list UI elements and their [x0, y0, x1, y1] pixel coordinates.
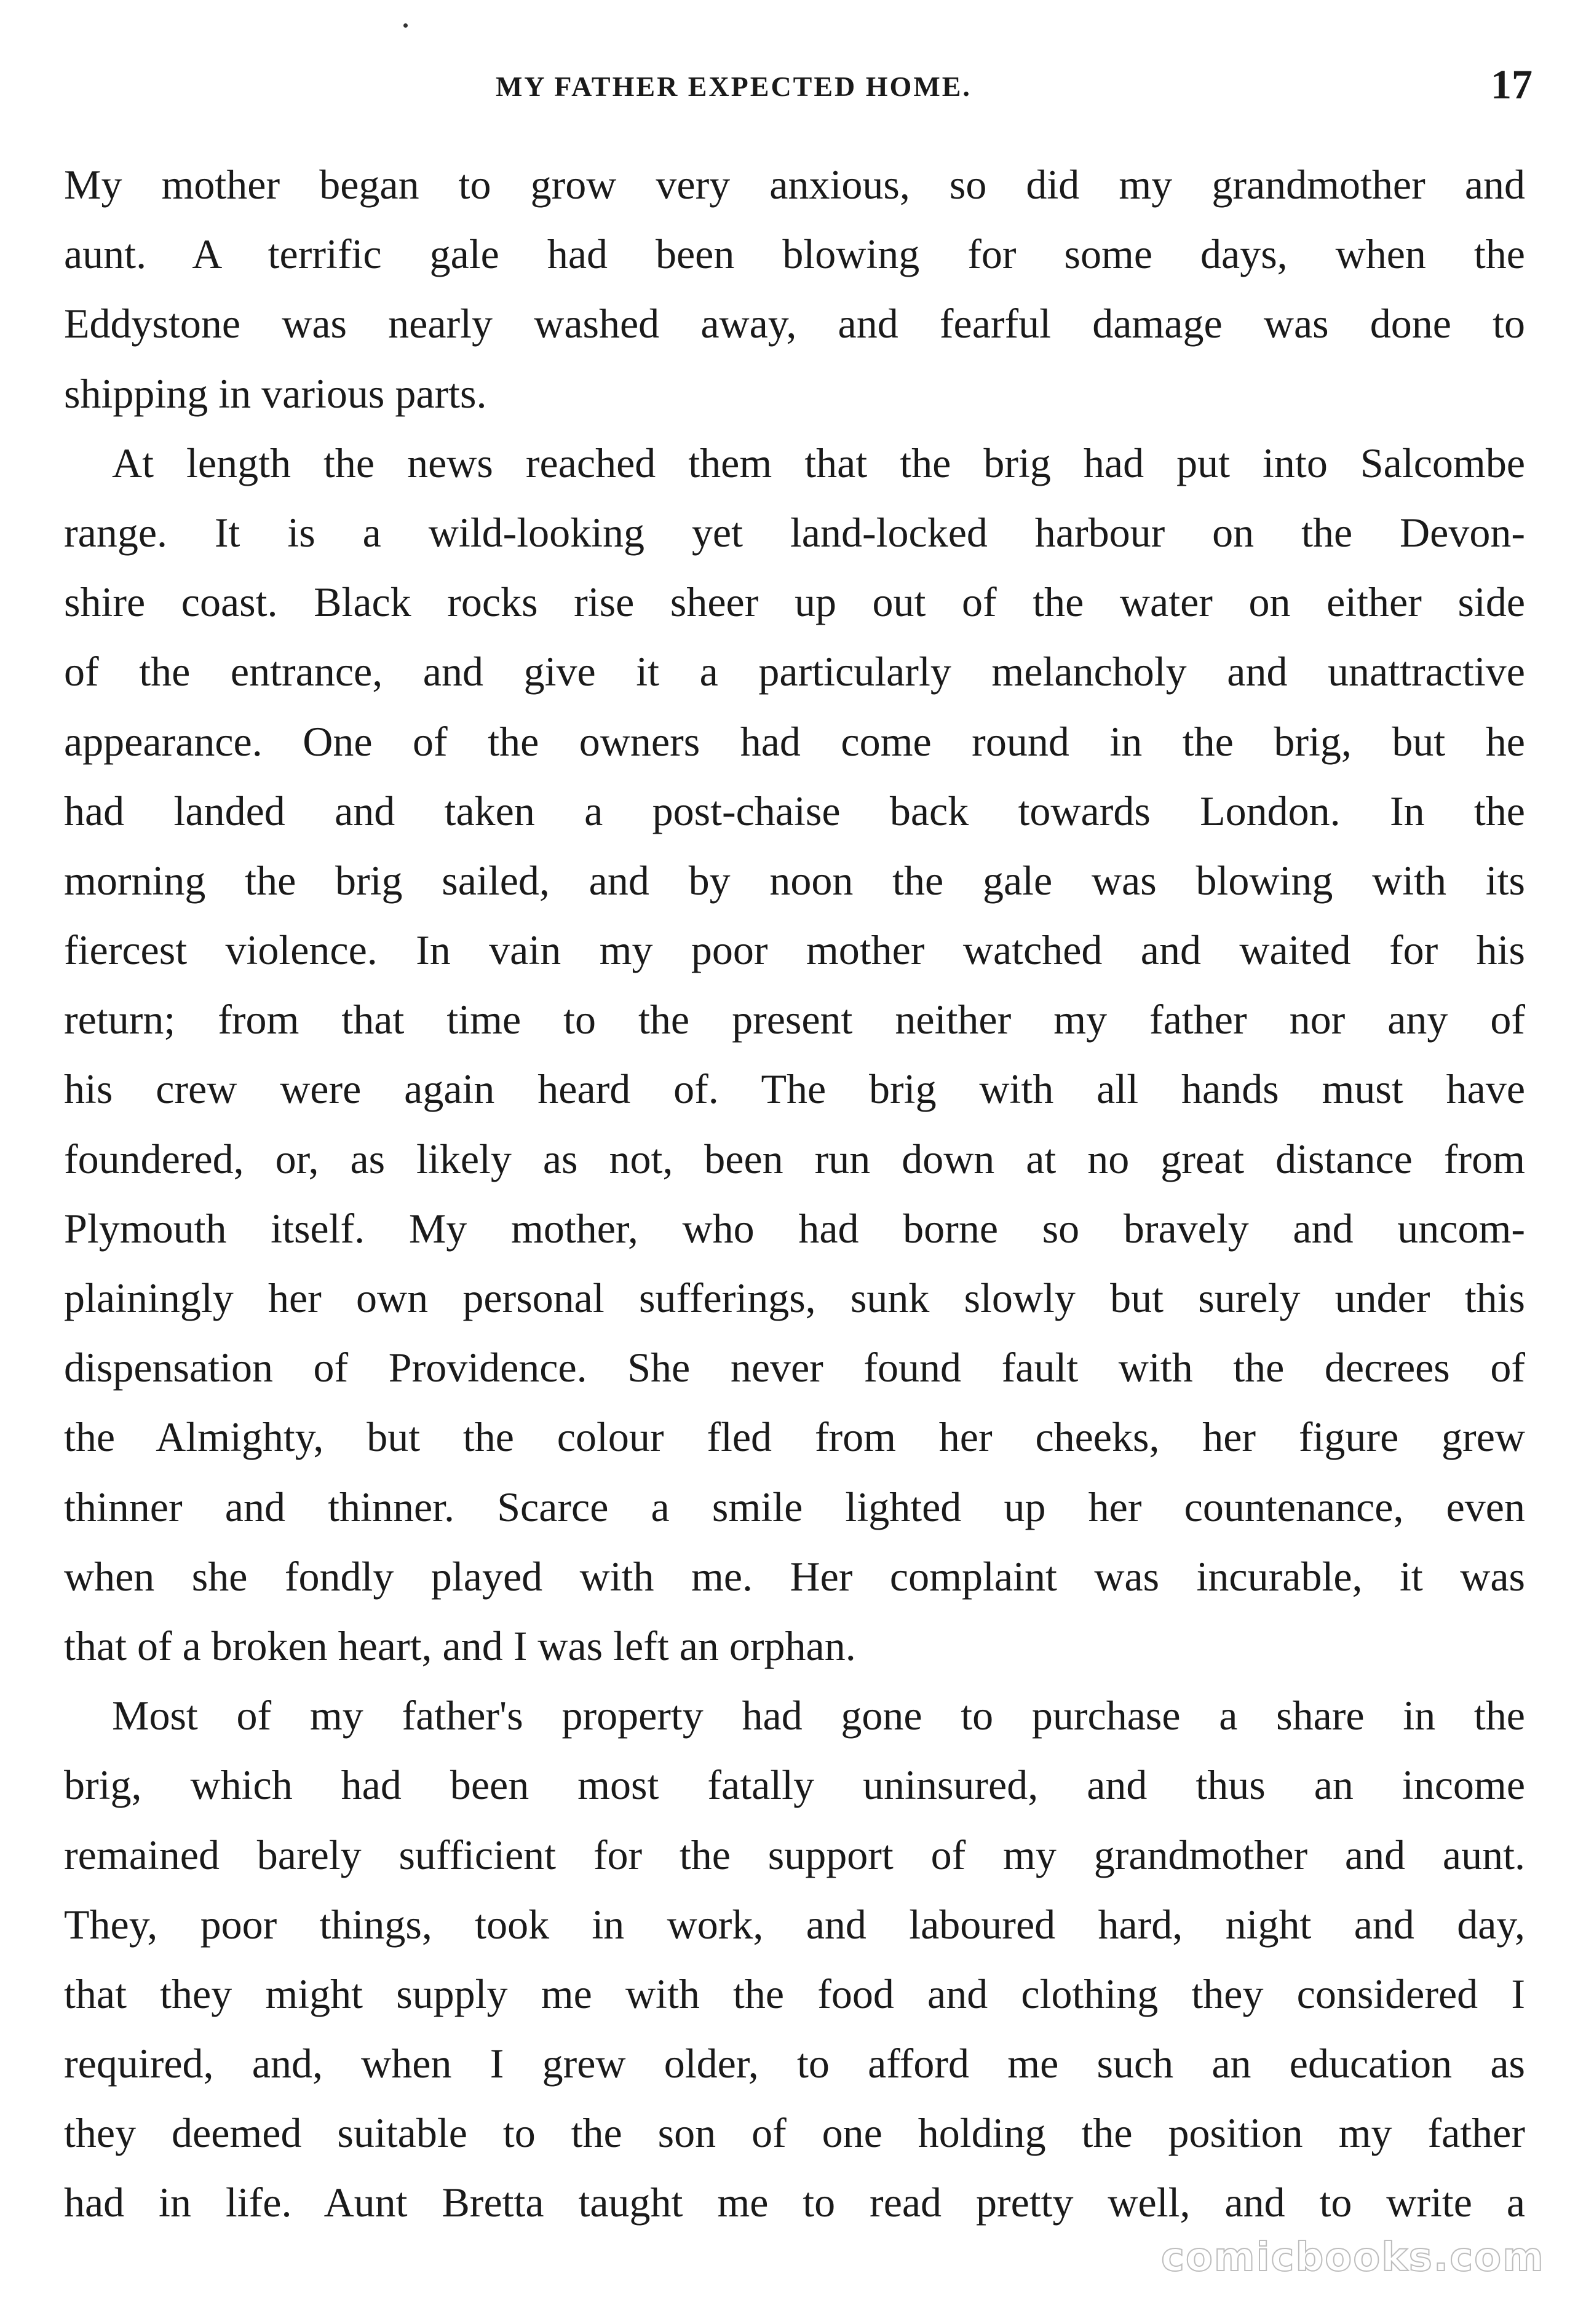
text-line: return; from that time to the present neither my father nor any of: [64, 996, 1525, 1043]
text-line: that they might supply me with the food and clothing they considered I: [64, 1970, 1525, 2017]
text-line: they deemed suitable to the son of one holding the position my father: [64, 2109, 1525, 2157]
running-title: MY FATHER EXPECTED HOME.: [496, 71, 972, 102]
text-line: foundered, or, as likely as not, been run down at no great distance from: [64, 1135, 1525, 1182]
paragraph: [64, 429, 1525, 1681]
text-line: Plymouth itself. My mother, who had borne so bravely and uncom-: [64, 1204, 1525, 1252]
text-line: They, poor things, took in work, and laboured hard, night and day,: [64, 1900, 1525, 1948]
text-line: morning the brig sailed, and by noon the gale was blowing with its: [64, 856, 1525, 904]
text-line: his crew were again heard of. The brig with all hands must have: [64, 1065, 1525, 1113]
running-header: [0, 57, 1594, 112]
text-line: Most of my father's property had gone to purchase a share in the: [112, 1692, 1525, 1739]
text-line: thinner and thinner. Scarce a smile lighted up her countenance, even: [64, 1483, 1525, 1530]
text-line: appearance. One of the owners had come round in the brig, but he: [64, 717, 1525, 765]
watermark: comicbooks.com: [1161, 2235, 1545, 2280]
text-line: had landed and taken a post-chaise back towards London. In the: [64, 787, 1525, 834]
text-line: shipping in various parts.: [64, 370, 487, 417]
text-line: dispensation of Providence. She never found fault with the decrees of: [64, 1344, 1525, 1391]
text-line: when she fondly played with me. Her complaint was incurable, it was: [64, 1552, 1525, 1600]
text-line: fiercest violence. In vain my poor mother watched and waited for his: [64, 927, 1525, 974]
page-number: 17: [1491, 61, 1533, 108]
text-line: plainingly her own personal sufferings, sunk slowly but surely under this: [64, 1275, 1525, 1321]
text-line: of the entrance, and give it a particularly melancholy and unattractive: [64, 648, 1525, 695]
text-line: At length the news reached them that the brig had put into Salcombe: [112, 439, 1525, 486]
text-line: remained barely sufficient for the support of my grandmother and aunt.: [64, 1831, 1525, 1878]
paragraph: [64, 1681, 1525, 2238]
text-line: the Almighty, but the colour fled from her cheeks, her figure grew: [64, 1413, 1525, 1461]
text-line: required, and, when I grew older, to afford me such an education as: [64, 2040, 1525, 2087]
text-line: brig, which had been most fatally uninsured, and thus an income: [64, 1761, 1525, 1809]
ink-speck: [403, 23, 408, 28]
text-line: aunt. A terrific gale had been blowing for some days, when the: [64, 231, 1525, 278]
text-line: Eddystone was nearly washed away, and fearful damage was done to: [64, 300, 1525, 347]
paragraph: [64, 150, 1525, 429]
text-line: range. It is a wild-looking yet land-locked harbour on the Devon-: [64, 508, 1525, 556]
text-line: had in life. Aunt Bretta taught me to read pretty well, and to write a: [64, 2179, 1525, 2226]
body-text: [64, 150, 1525, 2238]
text-line: that of a broken heart, and I was left an orphan.: [64, 1622, 856, 1669]
text-line: My mother began to grow very anxious, so did my grandmother and: [64, 161, 1525, 208]
text-line: shire coast. Black rocks rise sheer up out of the water on either side: [64, 579, 1525, 626]
